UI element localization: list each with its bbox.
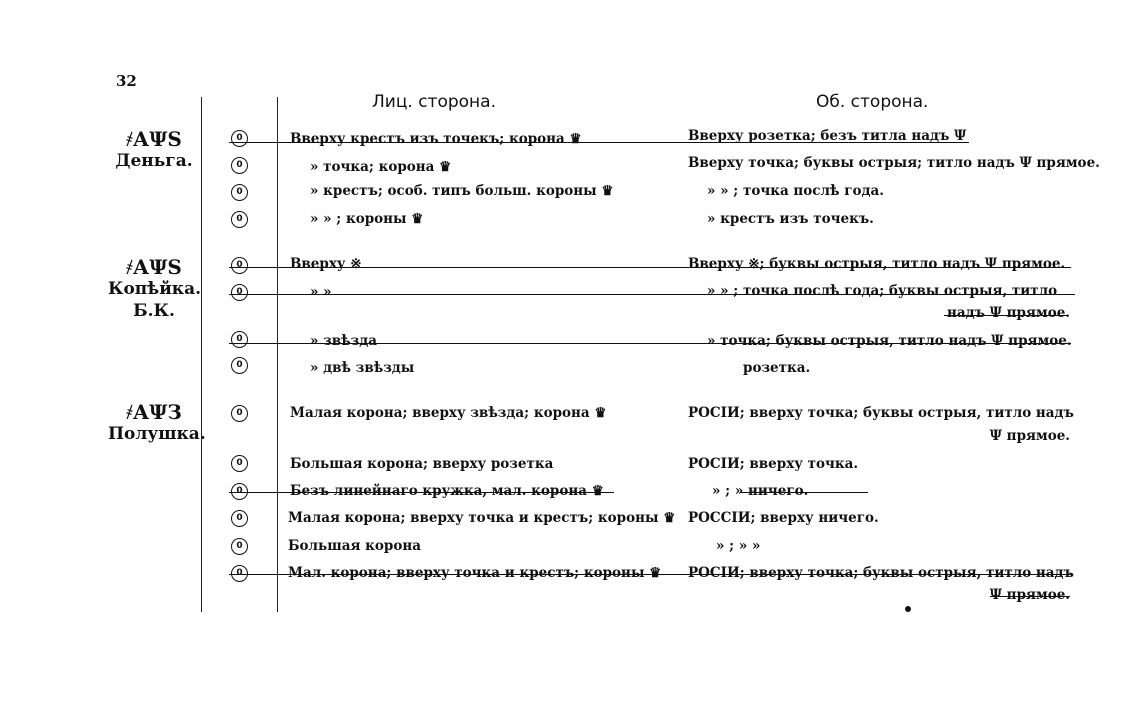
strike-line bbox=[740, 492, 868, 493]
row-obverse-text: Безъ линейнаго кружка, мал. корона ♛ bbox=[290, 483, 604, 499]
row-obverse-text: Малая корона; вверху точка и крестъ; короны ♛ bbox=[288, 510, 676, 526]
row-obverse-text: Вверху крестъ изъ точекъ; корона ♛ bbox=[290, 131, 582, 147]
strike-line bbox=[990, 596, 1070, 597]
row-reverse-text: » крестъ изъ точекъ. bbox=[707, 211, 874, 227]
row-reverse-text: Вверху точка; буквы острыя; титло надъ Ψ прямое. bbox=[688, 155, 1100, 171]
row-mark-circle: 0 bbox=[231, 284, 248, 301]
category-extra: Б.К. bbox=[133, 301, 175, 321]
row-mark-circle: 0 bbox=[231, 331, 248, 348]
category-year: ҂АΨS bbox=[126, 127, 182, 151]
ink-blot bbox=[905, 606, 911, 612]
row-mark-circle: 0 bbox=[231, 130, 248, 147]
row-reverse-text: » » ; точка послѣ года. bbox=[707, 183, 884, 199]
strike-line bbox=[229, 267, 1071, 268]
row-reverse-text: РОССIИ; вверху ничего. bbox=[688, 510, 879, 526]
row-reverse-text: Вверху розетка; безъ титла надъ Ψ bbox=[688, 128, 967, 144]
row-obverse-text: » » bbox=[310, 284, 332, 300]
obverse-header: Лиц. сторона. bbox=[372, 92, 496, 112]
category-year: ҂АΨЗ bbox=[126, 400, 182, 424]
category-year: ҂АΨS bbox=[126, 255, 182, 279]
row-mark-circle: 0 bbox=[231, 510, 248, 527]
row-obverse-text: Вверху ※ bbox=[290, 256, 362, 272]
row-mark-circle: 0 bbox=[231, 483, 248, 500]
row-mark-circle: 0 bbox=[231, 405, 248, 422]
row-obverse-text: Большая корона bbox=[288, 538, 421, 554]
row-reverse-continuation: Ψ прямое. bbox=[989, 428, 1070, 444]
row-mark-circle: 0 bbox=[231, 184, 248, 201]
row-reverse-text: РОСIИ; вверху точка; буквы острыя, титло надъ bbox=[688, 405, 1074, 421]
row-obverse-text: » звѣзда bbox=[310, 333, 377, 349]
row-reverse-continuation: Ψ прямое. bbox=[989, 587, 1070, 603]
row-reverse-text: РОСIИ; вверху точка. bbox=[688, 456, 859, 472]
row-reverse-continuation: надъ Ψ прямое. bbox=[946, 305, 1070, 321]
strike-line bbox=[229, 343, 1071, 344]
row-obverse-text: » » ; короны ♛ bbox=[310, 211, 424, 227]
category-kopeika bbox=[108, 256, 200, 322]
row-mark-circle: 0 bbox=[231, 157, 248, 174]
row-mark-circle: 0 bbox=[231, 357, 248, 374]
reverse-header: Об. сторона. bbox=[816, 92, 929, 112]
left-rule bbox=[201, 97, 202, 612]
row-mark-circle: 0 bbox=[231, 211, 248, 228]
category-name: Деньга. bbox=[115, 151, 193, 171]
row-reverse-text: » ; » » bbox=[716, 538, 761, 554]
category-polushka bbox=[108, 400, 206, 445]
row-reverse-text: » точка; буквы острыя, титло надъ Ψ прямое. bbox=[707, 333, 1072, 349]
category-name: Копѣйка. bbox=[108, 279, 202, 299]
category-denga bbox=[108, 128, 200, 172]
row-reverse-text: розетка. bbox=[743, 360, 811, 376]
row-mark-circle: 0 bbox=[231, 565, 248, 582]
row-obverse-text: Мал. корона; вверху точка и крестъ; короны ♛ bbox=[288, 565, 662, 581]
strike-line bbox=[944, 315, 1068, 316]
row-mark-circle: 0 bbox=[231, 538, 248, 555]
row-obverse-text: Малая корона; вверху звѣзда; корона ♛ bbox=[290, 405, 607, 421]
strike-line bbox=[229, 142, 969, 143]
category-name: Полушка. bbox=[108, 424, 206, 444]
row-reverse-text: РОСIИ; вверху точка; буквы острыя, титло надъ bbox=[688, 565, 1074, 581]
row-mark-circle: 0 bbox=[231, 455, 248, 472]
row-obverse-text: » точка; корона ♛ bbox=[310, 159, 452, 175]
strike-line bbox=[229, 492, 614, 493]
row-obverse-text: » крестъ; особ. типъ больш. короны ♛ bbox=[310, 183, 614, 199]
strike-line bbox=[229, 294, 1075, 295]
row-mark-circle: 0 bbox=[231, 257, 248, 274]
row-reverse-text: » ; » ничего. bbox=[712, 483, 809, 499]
row-reverse-text: Вверху ※; буквы острыя, титло надъ Ψ прямое. bbox=[688, 256, 1066, 272]
page-number: 32 bbox=[116, 72, 137, 90]
strike-line bbox=[229, 574, 1071, 575]
row-reverse-text: » » ; точка послѣ года; буквы острыя, титло bbox=[707, 283, 1058, 299]
row-obverse-text: Большая корона; вверху розетка bbox=[290, 456, 554, 472]
row-obverse-text: » двѣ звѣзды bbox=[310, 360, 415, 376]
middle-rule bbox=[277, 97, 278, 612]
